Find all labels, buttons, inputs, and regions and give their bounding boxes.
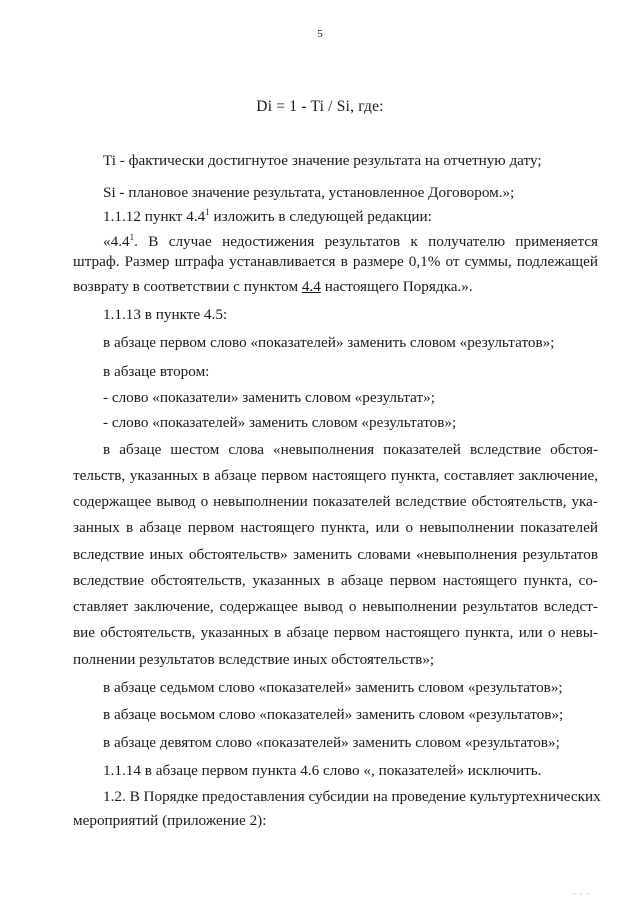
paragraph-sixth-line-8: вие обстоятельств, указанных в абзаце первом настоящего пункта, или о невы- <box>73 624 598 641</box>
formula: Di = 1 - Ti / Si, где: <box>256 98 384 115</box>
paragraph-sixth-line-1: в абзаце шестом слова «невыполнения показателей вследствие обстоя- <box>103 441 598 458</box>
superscript: 1 <box>205 207 210 217</box>
clause-1-1-12 <box>103 202 432 227</box>
definition-si: Si - плановое значение результата, установленное Договором.»; <box>103 184 515 201</box>
clause-1-1-12-rest: изложить в следующей редакции: <box>209 208 432 226</box>
paragraph-sixth-line-4: занных в абзаце первом настоящего пункта, или о невыполнении показателей <box>73 519 598 536</box>
clause-1-1-13: 1.1.13 в пункте 4.5: <box>103 306 228 323</box>
paragraph-sixth-line-2: тельств, указанных в абзаце первом настоящего пункта, составляет заключение, <box>73 467 598 484</box>
quote-line-3-text: возврату в соответствии с пунктом <box>73 278 302 295</box>
page-number: 5 <box>317 28 323 40</box>
paragraph-sixth-line-6: вследствие обстоятельств, указанных в абзаце первом настоящего пункта, со- <box>73 572 598 589</box>
link-clause-4-4[interactable]: 4.4 <box>301 278 321 295</box>
paragraph-sixth-line-7: ставляет заключение, содержащее вывод о невыполнении результатов вследст- <box>73 598 598 615</box>
definition-ti: Ti - фактически достигнутое значение результата на отчетную дату; <box>103 152 542 169</box>
quote-line-3-end: настоящего Порядка.». <box>320 278 473 295</box>
quote-4-4-1-line-1 <box>103 227 598 252</box>
corner-mark: · · · <box>573 890 590 899</box>
paragraph-ninth: в абзаце девятом слово «показателей» заменить словом «результатов»; <box>103 734 560 751</box>
paragraph-sixth-line-3: содержащее вывод о невыполнении показателей вследствие обстоятельств, ука- <box>73 493 598 510</box>
clause-1-2-line-2: мероприятий (приложение 2): <box>73 812 267 829</box>
quote-text: . В случае недостижения результатов к получателю применяется <box>134 233 598 251</box>
paragraph-eighth: в абзаце восьмом слово «показателей» заменить словом «результатов»; <box>103 706 564 723</box>
paragraph-first: в абзаце первом слово «показателей» заменить словом «результатов»; <box>103 334 555 351</box>
paragraph-sixth-line-9: полнении результатов вследствие иных обстоятельств»; <box>73 651 435 668</box>
dash-item-2: - слово «показателей» заменить словом «результатов»; <box>103 414 457 431</box>
quote-4-4-1-line-2: штраф. Размер штрафа устанавливается в размере 0,1% от суммы, подлежащей <box>73 253 598 270</box>
paragraph-second: в абзаце втором: <box>103 363 210 380</box>
quote-4-4-1-line-3 <box>73 277 473 297</box>
clause-1-2-line-1: 1.2. В Порядке предоставления субсидии на проведение культуртехнических <box>103 788 601 805</box>
paragraph-seventh: в абзаце седьмом слово «показателей» заменить словом «результатов»; <box>103 679 563 696</box>
quote-start: «4.4 <box>103 233 130 251</box>
paragraph-sixth-line-5: вследствие иных обстоятельств» заменить словами «невыполнения результатов <box>73 546 598 563</box>
superscript: 1 <box>129 232 135 242</box>
clause-1-1-12-text: 1.1.12 пункт 4.4 <box>103 208 206 226</box>
dash-item-1: - слово «показатели» заменить словом «результат»; <box>103 389 435 406</box>
clause-1-1-14: 1.1.14 в абзаце первом пункта 4.6 слово «, показателей» исключить. <box>103 762 542 779</box>
